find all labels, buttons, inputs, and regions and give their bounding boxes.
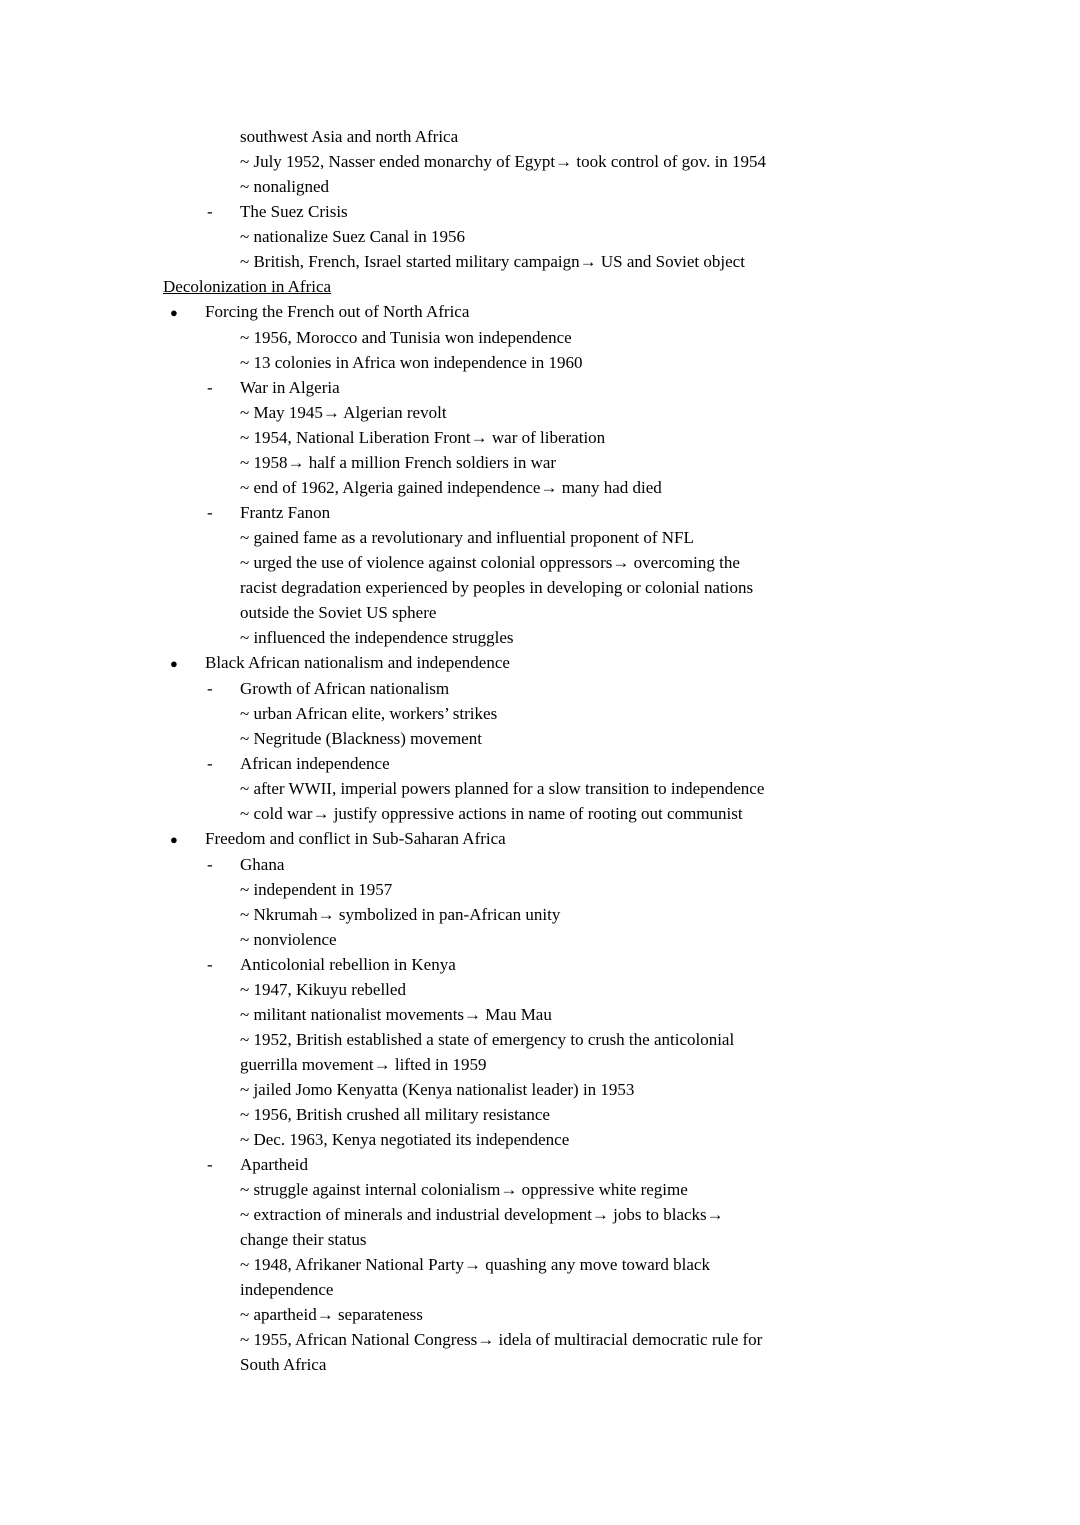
bullet-marker: ● (170, 656, 178, 671)
doc-line-sub (163, 1352, 972, 1377)
doc-line-sub (163, 1277, 972, 1302)
doc-line-text: ~ 1958→ half a million French soldiers in war (240, 453, 557, 472)
doc-line-text: ~ urged the use of violence against colonial oppressors→ overcoming the (240, 553, 740, 572)
doc-line-sub (163, 701, 972, 726)
doc-line-sub (163, 902, 972, 927)
doc-line-text: guerrilla movement→ lifted in 1959 (240, 1055, 487, 1074)
doc-line-sub (163, 249, 972, 274)
bullet-marker: ● (170, 832, 178, 847)
doc-line-text: ~ 1955, African National Congress→ idela of multiracial democratic rule for (240, 1330, 763, 1349)
doc-line-text: ~ gained fame as a revolutionary and influential proponent of NFL (240, 528, 694, 547)
doc-line-sub (163, 325, 972, 350)
doc-line-sub (163, 801, 972, 826)
doc-line-text: Frantz Fanon (240, 503, 331, 522)
dash-marker: - (207, 754, 213, 773)
doc-line-dash (163, 375, 972, 400)
doc-line-text: Forcing the French out of North Africa (205, 302, 470, 321)
doc-line-text: ~ after WWII, imperial powers planned for a slow transition to independence (240, 779, 765, 798)
doc-line-text: War in Algeria (240, 378, 340, 397)
doc-line-sub (163, 525, 972, 550)
dash-marker: - (207, 503, 213, 522)
doc-line-sub (163, 350, 972, 375)
doc-line-text: ~ nonaligned (240, 177, 329, 196)
dash-marker: - (207, 855, 213, 874)
doc-line-text: ~ Dec. 1963, Kenya negotiated its independence (240, 1130, 570, 1149)
doc-line-text: racist degradation experienced by peoples in developing or colonial nations (240, 578, 754, 597)
doc-line-sub (163, 1077, 972, 1102)
doc-line-sub (163, 1052, 972, 1077)
doc-line-text: ~ Nkrumah→ symbolized in pan-African unity (240, 905, 561, 924)
doc-line-sub (163, 1202, 972, 1227)
doc-line-dash (163, 500, 972, 525)
doc-line-text: Decolonization in Africa (163, 277, 332, 296)
doc-line-text: Anticolonial rebellion in Kenya (240, 955, 456, 974)
doc-line-sub (163, 149, 972, 174)
doc-line-text: ~ extraction of minerals and industrial development→ jobs to blacks→ (240, 1205, 724, 1224)
doc-line-text: ~ 1948, Afrikaner National Party→ quashing any move toward black (240, 1255, 710, 1274)
doc-line-text: Black African nationalism and independence (205, 653, 510, 672)
doc-line-sub (163, 1002, 972, 1027)
doc-line-text: ~ influenced the independence struggles (240, 628, 514, 647)
doc-line-bullet (163, 299, 972, 325)
doc-line-text: Apartheid (240, 1155, 308, 1174)
doc-line-dash (163, 199, 972, 224)
doc-line-text: outside the Soviet US sphere (240, 603, 437, 622)
doc-line-text: Freedom and conflict in Sub-Saharan Africa (205, 829, 506, 848)
doc-line-text: Ghana (240, 855, 285, 874)
doc-line-bullet (163, 650, 972, 676)
doc-line-text: ~ 1947, Kikuyu rebelled (240, 980, 406, 999)
doc-line-text: ~ July 1952, Nasser ended monarchy of Egypt→ took control of gov. in 1954 (240, 152, 767, 171)
doc-line-text: ~ May 1945→ Algerian revolt (240, 403, 447, 422)
doc-line-sub (163, 625, 972, 650)
doc-line-sub (163, 475, 972, 500)
doc-line-dash (163, 852, 972, 877)
doc-line-text: The Suez Crisis (240, 202, 348, 221)
dash-marker: - (207, 955, 213, 974)
doc-line-bullet (163, 826, 972, 852)
doc-line-text: change their status (240, 1230, 367, 1249)
doc-line-text: ~ British, French, Israel started military campaign→ US and Soviet object (240, 252, 745, 271)
dash-marker: - (207, 1155, 213, 1174)
doc-line-sub (163, 1102, 972, 1127)
doc-line-text: ~ end of 1962, Algeria gained independence→ many had died (240, 478, 662, 497)
doc-line-sub (163, 224, 972, 249)
doc-line-text: ~ cold war→ justify oppressive actions in name of rooting out communist (240, 804, 743, 823)
doc-line-dash (163, 952, 972, 977)
doc-line-text: independence (240, 1280, 334, 1299)
doc-line-text: African independence (240, 754, 390, 773)
dash-marker: - (207, 202, 213, 221)
doc-line-text: ~ independent in 1957 (240, 880, 393, 899)
doc-line-text: ~ 1956, British crushed all military resistance (240, 1105, 550, 1124)
doc-line-sub (163, 1027, 972, 1052)
doc-line-text: southwest Asia and north Africa (240, 127, 459, 146)
doc-line-sub (163, 575, 972, 600)
doc-line-dash (163, 751, 972, 776)
doc-line-text: ~ Negritude (Blackness) movement (240, 729, 482, 748)
doc-line-text: ~ 1954, National Liberation Front→ war of liberation (240, 428, 606, 447)
doc-line-sub (163, 1227, 972, 1252)
doc-line-sub (163, 1127, 972, 1152)
doc-line-text: ~ struggle against internal colonialism→ oppressive white regime (240, 1180, 688, 1199)
doc-line-sub (163, 450, 972, 475)
doc-line-sub (163, 1177, 972, 1202)
doc-line-sub (163, 776, 972, 801)
doc-line-sub (163, 124, 972, 149)
doc-line-sub (163, 174, 972, 199)
doc-line-text: ~ militant nationalist movements→ Mau Mau (240, 1005, 552, 1024)
bullet-marker: ● (170, 305, 178, 320)
doc-line-text: ~ urban African elite, workers’ strikes (240, 704, 498, 723)
dash-marker: - (207, 378, 213, 397)
doc-line-text: ~ nationalize Suez Canal in 1956 (240, 227, 465, 246)
doc-line-text: ~ jailed Jomo Kenyatta (Kenya nationalist leader) in 1953 (240, 1080, 635, 1099)
doc-line-sub (163, 977, 972, 1002)
doc-line-sub (163, 1252, 972, 1277)
doc-line-text: ~ 13 colonies in Africa won independence in 1960 (240, 353, 583, 372)
doc-line-heading (163, 274, 972, 299)
doc-line-text: ~ nonviolence (240, 930, 337, 949)
doc-line-text: ~ apartheid→ separateness (240, 1305, 423, 1324)
doc-line-sub (163, 1302, 972, 1327)
doc-line-sub (163, 726, 972, 751)
doc-line-sub (163, 877, 972, 902)
doc-line-sub (163, 600, 972, 625)
dash-marker: - (207, 679, 213, 698)
doc-line-text: Growth of African nationalism (240, 679, 450, 698)
doc-line-sub (163, 1327, 972, 1352)
doc-line-text: South Africa (240, 1355, 327, 1374)
doc-line-sub (163, 425, 972, 450)
document-body (163, 124, 972, 1377)
doc-line-sub (163, 550, 972, 575)
doc-line-dash (163, 1152, 972, 1177)
doc-line-text: ~ 1956, Morocco and Tunisia won independence (240, 328, 572, 347)
doc-line-text: ~ 1952, British established a state of emergency to crush the anticolonial (240, 1030, 735, 1049)
doc-line-dash (163, 676, 972, 701)
doc-line-sub (163, 400, 972, 425)
doc-line-sub (163, 927, 972, 952)
